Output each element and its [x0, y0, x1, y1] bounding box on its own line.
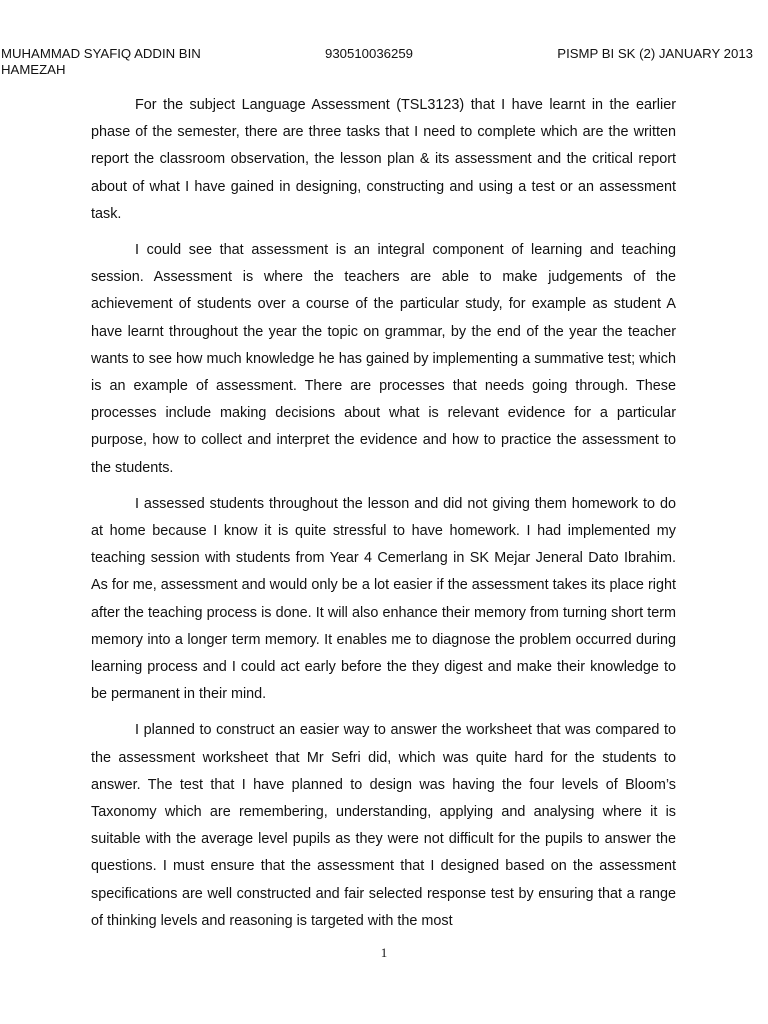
program-label: PISMP BI SK (2) JANUARY 2013	[557, 46, 753, 61]
page-number: 1	[380, 945, 388, 960]
paragraph-3: I assessed students throughout the lesson and did not giving them homework to do at home because I know it is quite stressful to have homework. I had implemented my teaching session with students from Year 4 Cemerlang in SK Mejar Jeneral Dato Ibrahim. As for me, assessment and would only be a lot easier if the assessment takes its place right after the teaching process is done. It will also enhance their memory from turning short term memory into a longer term memory. It enables me to diagnose the problem occurred during learning process and I could act early before the they digest and make their knowledge to be permanent in their mind.	[91, 495, 676, 703]
paragraph-4: I planned to construct an easier way to answer the worksheet that was compared to the assessment worksheet that Mr Sefri did, which was quite hard for the students to answer. The test that I have planned to design was having the four levels of Bloom’s Taxonomy which are remembering, understanding, applying and analysing where it is suitable with the average level pupils as they were not difficult for the pupils to answer the questions. I must ensure that the assessment that I designed based on the assessment specifications are well constructed and fair selected response test by ensuring that a range of thinking levels and reasoning is targeted with the most	[91, 722, 676, 929]
document-body	[91, 92, 676, 944]
paragraph-2: I could see that assessment is an integral component of learning and teaching session. Assessment is where the teachers are able to make judgements of the achievement of students over a course of the particular study, for example as student A have learnt throughout the year the topic on grammar, by the end of the year the teacher wants to see how much knowledge he has gained by implementing a summative test; which is an example of assessment. There are processes that needs going through. These processes include making decisions about what is relevant evidence for a particular purpose, how to collect and interpret the evidence and how to practice the assessment to the students.	[91, 242, 676, 476]
student-id-number: 930510036259	[325, 46, 414, 61]
paragraph-1: For the subject Language Assessment (TSL3123) that I have learnt in the earlier phase of the semester, there are three tasks that I need to complete which are the written report the classroom observation, the lesson plan & its assessment and the critical report about of what I have gained in designing, constructing and using a test or an assessment task.	[91, 97, 676, 222]
page-header	[0, 46, 768, 80]
author-name: MUHAMMAD SYAFIQ ADDIN BIN HAMEZAH	[1, 46, 201, 77]
